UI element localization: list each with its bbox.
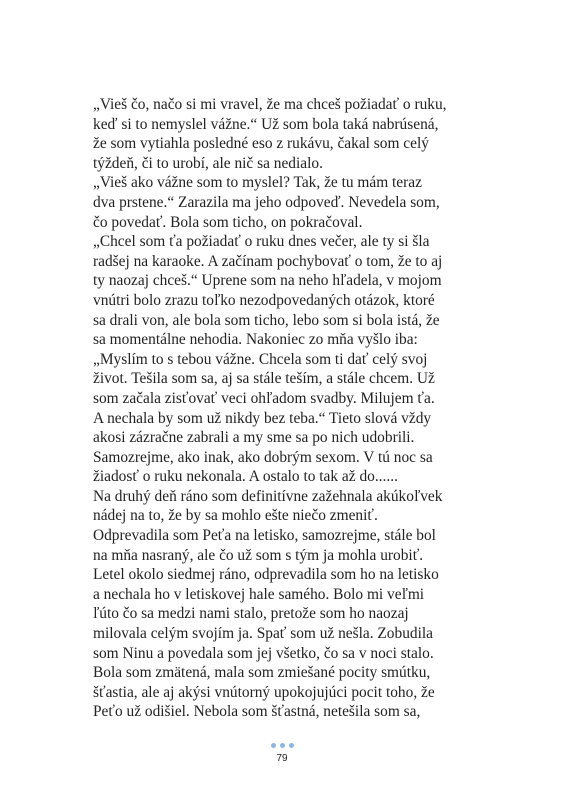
- ornament-dots: [0, 743, 564, 749]
- text-line: život. Tešila som sa, aj sa stále teším, a stále chcem. Už: [93, 370, 435, 388]
- text-line: šťastia, ale aj akýsi vnútorný upokojujúci pocit toho, že: [93, 683, 435, 701]
- text-line: Odprevadila som Peťa na letisko, samozrejme, stále bol: [93, 527, 436, 545]
- text-line: akosi zázračne zabrali a my sme sa po nich udobrili.: [93, 429, 415, 447]
- text-line: a nechala ho v letiskovej hale samého. Bolo mi veľmi: [93, 585, 425, 603]
- text-line: ty naozaj chceš.“ Uprene som na neho hľadela, v mojom: [93, 272, 442, 290]
- text-line: žiadosť o ruku nekonala. A ostalo to tak až do......: [93, 468, 398, 486]
- text-line: Na druhý deň ráno som definitívne zažehnala akúkoľvek: [93, 487, 443, 505]
- text-line: keď si to nemyslel vážne.“ Už som bola taká nabrúsená,: [93, 115, 439, 133]
- text-line: že som vytiahla posledné eso z rukávu, čakal som celý: [93, 135, 429, 153]
- text-line: som Ninu a povedala som jej všetko, čo sa v noci stalo.: [93, 644, 434, 662]
- text-line: som začala zisťovať veci ohľadom svadby. Milujem ťa.: [93, 389, 435, 407]
- text-line: nádej na to, že by sa mohlo ešte niečo zmeniť.: [93, 507, 378, 525]
- text-line: sa momentálne nehodia. Nakoniec zo mňa vyšlo iba:: [93, 331, 418, 349]
- text-line: „Vieš čo, načo si mi vravel, že ma chceš požiadať o ruku,: [93, 96, 447, 113]
- dot-icon: [280, 743, 285, 748]
- dot-icon: [271, 743, 276, 748]
- text-line: radšej na karaoke. A začínam pochybovať o tom, že to aj: [93, 252, 443, 270]
- text-line: „Myslím to s tebou vážne. Chcela som ti dať celý svoj: [93, 350, 428, 368]
- text-line: Samozrejme, ako inak, ako dobrým sexom. V tú noc sa: [93, 448, 433, 466]
- text-line: A nechala by som už nikdy bez teba.“ Tieto slová vždy: [93, 409, 432, 427]
- text-line: na mňa nasraný, ale čo už som s tým ja mohla urobiť.: [93, 546, 424, 564]
- text-line: Peťo už odišiel. Nebola som šťastná, netešila som sa,: [93, 703, 421, 721]
- text-line: milovala celým svojím ja. Spať som už nešla. Zobudila: [93, 625, 433, 643]
- text-line: Bola som zmätená, mala som zmiešané pocity smútku,: [93, 664, 431, 682]
- text-line: sa drali von, ale bola som ticho, lebo som si bola istá, že: [93, 311, 440, 329]
- text-line: dva prstene.“ Zarazila ma jeho odpoveď. Nevedela som,: [93, 193, 440, 211]
- page-footer: [0, 743, 564, 764]
- text-line: vnútri bolo zrazu toľko nezodpovedaných otázok, ktoré: [93, 291, 435, 309]
- text-line: „Vieš ako vážne som to myslel? Tak, že tu mám teraz: [93, 174, 422, 192]
- dot-icon: [289, 743, 294, 748]
- body-text: [93, 95, 473, 722]
- page-number: 79: [276, 753, 288, 764]
- text-line: čo povedať. Bola som ticho, on pokračoval.: [93, 213, 363, 231]
- text-line: „Chcel som ťa požiadať o ruku dnes večer, ale ty si šla: [93, 233, 430, 251]
- text-line: týždeň, či to urobí, ale nič sa nedialo.: [93, 154, 323, 172]
- text-line: ľúto čo sa medzi nami stalo, pretože som ho naozaj: [93, 605, 409, 623]
- text-line: Letel okolo siedmej ráno, odprevadila som ho na letisko: [93, 566, 439, 584]
